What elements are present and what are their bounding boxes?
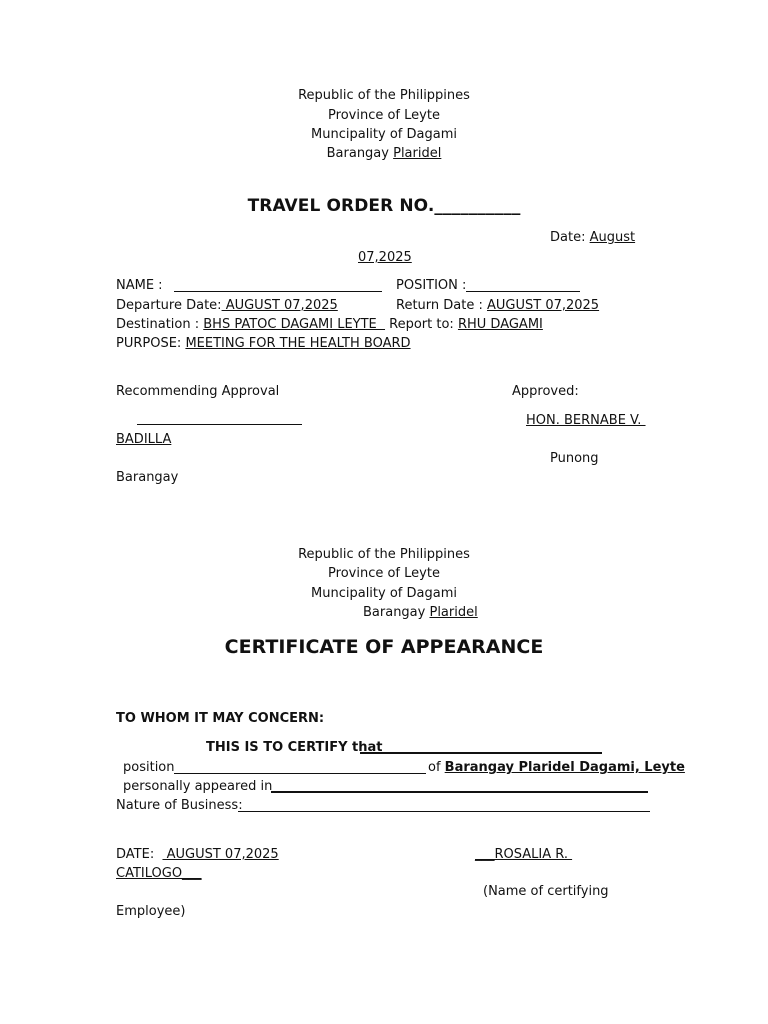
barangay-label: Barangay <box>326 146 394 161</box>
of-row <box>428 760 685 775</box>
certify-name-blank <box>360 742 602 754</box>
barangay-name: Plaridel <box>393 146 442 161</box>
title-text: TRAVEL ORDER NO. <box>247 196 435 216</box>
purpose-label: PURPOSE: <box>116 336 186 351</box>
return-row <box>396 298 599 313</box>
of-label: of <box>428 760 445 775</box>
approved-label: Approved: <box>512 384 579 399</box>
departure-value: AUGUST 07,2025 <box>221 298 338 313</box>
date-value-part1: August <box>589 230 636 245</box>
cert-date-row <box>116 847 279 862</box>
cert-header-republic: Republic of the Philippines <box>298 547 470 562</box>
header-barangay <box>0 146 768 161</box>
date-line <box>550 230 635 245</box>
appeared-label: personally appeared in <box>123 779 273 794</box>
destination-label: Destination : <box>116 317 204 332</box>
nature-blank <box>238 801 650 812</box>
name-blank-line <box>174 281 382 292</box>
destination-row <box>116 317 543 332</box>
cert-header-municipality: Muncipality of Dagami <box>311 586 457 601</box>
approver-name-part1: HON. BERNABE V. <box>526 413 646 428</box>
report-value: RHU DAGAMI <box>457 317 543 332</box>
certificate-title: CERTIFICATE OF APPEARANCE <box>224 636 544 658</box>
report-label: Report to: <box>389 317 458 332</box>
position-blank-cert <box>174 763 426 774</box>
return-value: AUGUST 07,2025 <box>487 298 600 313</box>
purpose-row <box>116 336 411 351</box>
date-label: Date: <box>550 230 590 245</box>
header-province: Province of Leyte <box>328 108 440 123</box>
certify-text: THIS IS TO CERTIFY that <box>206 740 383 755</box>
header-republic: Republic of the Philippines <box>298 88 470 103</box>
certifier-caption-part1: (Name of certifying <box>483 884 609 899</box>
cert-header-barangay <box>363 605 478 620</box>
approver-title-part1: Punong <box>550 451 599 466</box>
position-label-cert: position <box>123 760 175 775</box>
purpose-value: MEETING FOR THE HEALTH BOARD <box>185 336 411 351</box>
departure-label: Departure Date: <box>116 298 222 313</box>
destination-value: BHS PATOC DAGAMI LEYTE <box>203 317 386 332</box>
departure-row <box>116 298 338 313</box>
to-whom-heading: TO WHOM IT MAY CONCERN: <box>116 711 325 726</box>
certifier-caption-part2: Employee) <box>116 904 186 919</box>
certifier-name-part1: ___ROSALIA R. <box>475 847 573 862</box>
cert-barangay-label: Barangay <box>363 605 430 620</box>
position-blank-line <box>466 281 580 292</box>
nature-label: Nature of Business: <box>116 798 243 813</box>
date-value-part2: 07,2025 <box>358 250 412 265</box>
cert-date-value: AUGUST 07,2025 <box>162 847 279 862</box>
certifier-name-part2: CATILOGO___ <box>116 866 202 881</box>
approver-name-part2: BADILLA <box>116 432 172 447</box>
name-label: NAME : <box>116 278 163 293</box>
order-number-blank: __________ <box>434 196 521 216</box>
travel-order-title <box>0 196 768 216</box>
of-value: Barangay Plaridel Dagami, Leyte <box>444 760 685 775</box>
position-label: POSITION : <box>396 278 467 293</box>
recommending-signature-line <box>137 414 302 425</box>
header-municipality: Muncipality of Dagami <box>311 127 457 142</box>
cert-date-label: DATE: <box>116 847 163 862</box>
approver-title-part2: Barangay <box>116 470 179 485</box>
appeared-blank <box>271 781 648 793</box>
cert-barangay-name: Plaridel <box>429 605 478 620</box>
return-label: Return Date : <box>396 298 487 313</box>
recommending-label: Recommending Approval <box>116 384 280 399</box>
cert-header-province: Province of Leyte <box>328 566 440 581</box>
